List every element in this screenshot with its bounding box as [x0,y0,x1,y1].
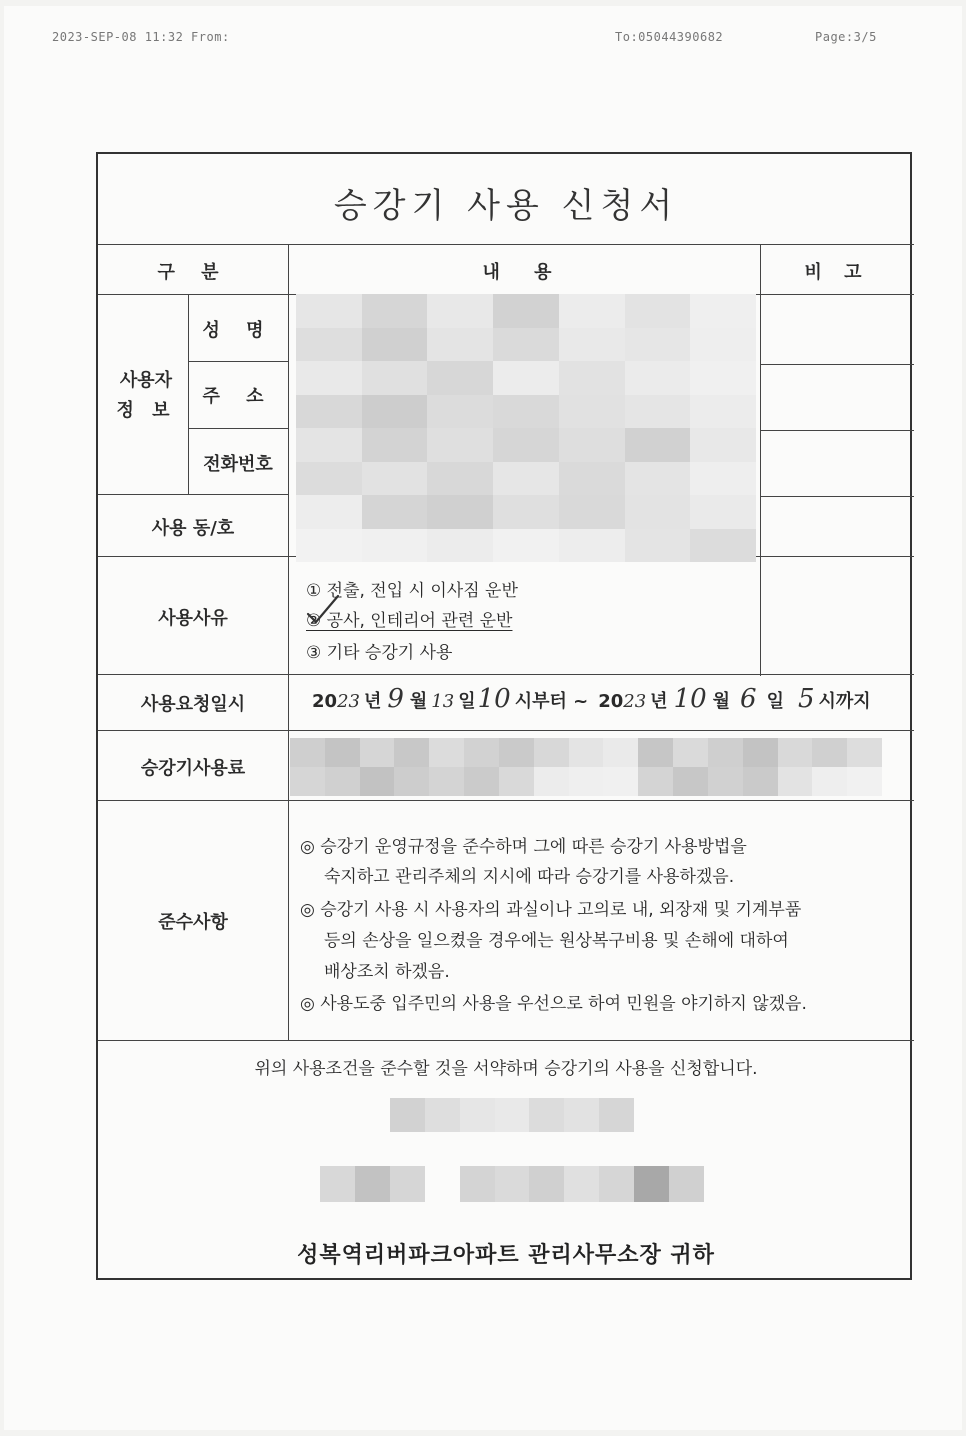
to-year-handwritten: 23 [623,691,647,712]
request-datetime-label: 사용요청일시 [140,694,246,715]
form-title: 승강기 사용 신청서 [333,186,679,226]
reason-option-3: ③ 기타 승강기 사용 [306,643,453,663]
rule-user-info [98,494,288,495]
redacted-user-info [296,294,756,562]
compliance-label: 준수사항 [158,912,228,933]
rule-col-remarks [760,244,761,676]
header-remarks: 비 고 [804,262,870,283]
redacted-date-line [390,1098,634,1132]
month-word-1: 월 [409,691,428,712]
rule-reason [98,674,914,675]
fee-label: 승강기사용료 [140,758,246,779]
compliance-line-1: ◎ 승강기 운영규정을 준수하며 그에 따른 승강기 사용방법을 [300,837,747,857]
to-month-handwritten: 10 [673,684,707,714]
to-word: 시까지 [818,691,871,712]
redacted-applicant-signature [320,1166,704,1202]
rule-address [188,428,288,429]
redacted-fee [290,738,882,796]
user-info-label-line1: 사용자 [119,370,173,391]
rule-remark-2 [760,430,914,431]
compliance-line-5: 배상조치 하겠음. [324,962,450,982]
rule-name [188,361,288,362]
handwritten-check-mark-icon [304,592,344,626]
compliance-line-2: 숙지하고 관리주체의 지시에 따라 승강기를 사용하겠음. [324,867,735,887]
day-word-1: 일 [458,691,476,712]
compliance-line-4: 등의 손상을 일으켰을 경우에는 원상복구비용 및 손해에 대하여 [324,931,789,951]
header-content: 내 용 [482,262,566,283]
rule-fee [98,800,914,801]
user-info-label-line2: 정 보 [116,400,176,421]
rule-col-category [288,244,289,1040]
address-label: 주 소 [202,386,274,407]
year-word-2: 년 [650,691,668,712]
unit-label: 사용 동/호 [151,518,235,539]
fax-datetime: 2023-SEP-08 11:32 From: [52,30,230,44]
rule-remark-3 [760,496,914,497]
pledge-statement: 위의 사용조건을 준수할 것을 서약하며 승강기의 사용을 신청합니다. [254,1059,758,1079]
request-datetime-value [312,684,871,714]
from-word: 시부터 ~ [514,691,589,712]
to-hour-handwritten: 5 [797,684,815,714]
day-word-2: 일 [766,691,784,712]
name-label: 성 명 [202,320,274,341]
rule-remark-1 [760,364,914,365]
from-year-prefix: 20 [312,691,338,712]
rule-title [98,244,914,245]
fax-page-number: Page:3/5 [815,30,877,44]
compliance-line-3: ◎ 승강기 사용 시 사용자의 과실이나 고의로 내, 외장재 및 기계부품 [300,900,802,920]
reason-option-1: ① 전출, 전입 시 이사짐 운반 [306,581,518,601]
elevator-application-form [96,152,912,1280]
fax-recipient: To:05044390682 [615,30,724,44]
from-month-handwritten: 9 [387,684,404,714]
rule-compliance [98,1040,914,1041]
form-addressee: 성복역리버파크아파트 관리사무소장 귀하 [297,1243,715,1268]
compliance-line-6: ◎ 사용도중 입주민의 사용을 우선으로 하여 민원을 야기하지 않겠음. [300,994,807,1014]
from-year-handwritten: 23 [337,691,360,712]
to-day-handwritten: 6 [740,684,757,714]
rule-datetime [98,730,914,731]
phone-label: 전화번호 [203,454,273,475]
to-year-prefix: 20 [598,691,624,712]
month-word-2: 월 [712,691,731,712]
reason-label: 사용사유 [158,608,228,629]
from-day-handwritten: 13 [431,691,455,712]
year-word-1: 년 [363,691,382,712]
from-hour-handwritten: 10 [477,684,511,714]
header-category: 구 분 [157,262,229,283]
reason-option-2-selected: ② 공사, 인테리어 관련 운반 [306,611,513,631]
